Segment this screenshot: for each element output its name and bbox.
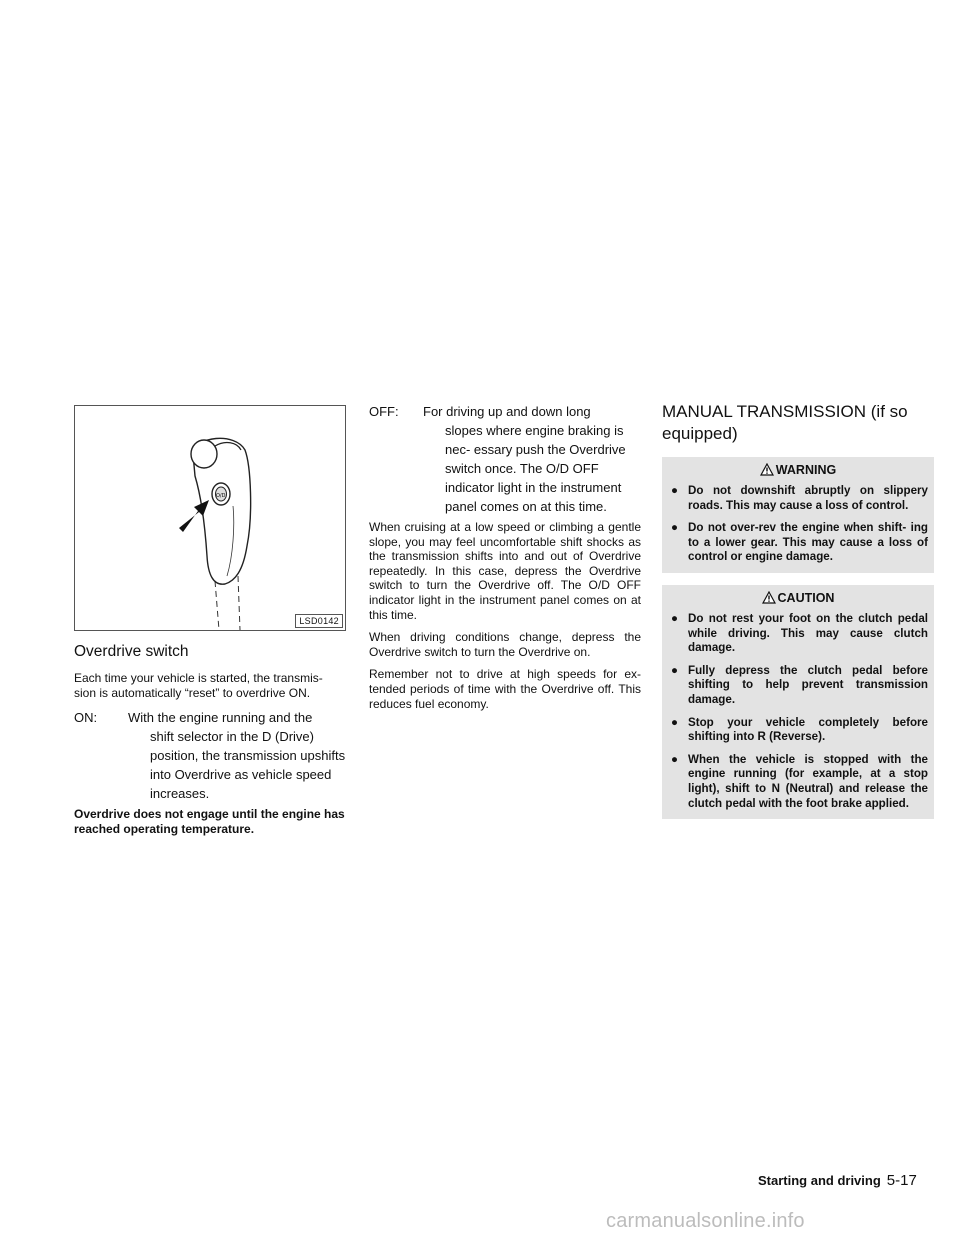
fuel-economy-paragraph: Remember not to drive at high speeds for ex- tended periods of time with the Overdrive off. This reduces fuel economy. <box>369 667 641 711</box>
caution-header <box>668 591 928 605</box>
page-footer <box>758 1172 917 1189</box>
svg-text:O/D: O/D <box>216 493 226 499</box>
footer-section-name: Starting and driving <box>758 1173 881 1188</box>
list-item <box>668 753 928 811</box>
shift-knob-illustration <box>75 406 345 630</box>
list-item <box>668 716 928 745</box>
off-definition <box>369 402 641 516</box>
section-title-overdrive-switch: Overdrive switch <box>74 643 189 660</box>
off-value-rest: slopes where engine braking is nec- essary push the Overdrive switch once. The O/D OFF indicator light in the instrument panel comes on at this time. <box>445 423 626 514</box>
list-item <box>668 484 928 513</box>
list-item-text: Do not downshift abruptly on slippery roads. This may cause a loss of control. <box>688 484 928 512</box>
list-item <box>668 664 928 708</box>
middle-column <box>369 405 641 719</box>
manual-transmission-heading: MANUAL TRANSMISSION (if so equipped) <box>662 402 908 443</box>
on-value-line1: With the engine running and the <box>128 710 313 726</box>
list-item-text: When the vehicle is stopped with the engine running (for example, at a stop light), shift to N (Neutral) and release the clutch pedal with the foot brake applied. <box>688 752 928 810</box>
caution-triangle-icon <box>762 591 776 604</box>
list-item <box>668 612 928 656</box>
left-column <box>74 405 346 844</box>
on-definition <box>74 708 346 803</box>
list-item-text: Stop your vehicle completely before shifting into R (Reverse). <box>688 715 928 744</box>
bullet-icon: ● <box>671 663 679 677</box>
warning-triangle-icon <box>760 463 774 476</box>
bullet-icon: ● <box>671 484 679 497</box>
figure-id-label: LSD0142 <box>295 614 343 628</box>
operating-temperature-note: Overdrive does not engage until the engine has reached operating temperature. <box>74 807 345 836</box>
list-item-text: Do not rest your foot on the clutch pedal while driving. This may cause clutch damage. <box>688 611 928 655</box>
watermark: carmanualsonline.info <box>606 1210 805 1232</box>
list-item-text: Fully depress the clutch pedal before shifting to help prevent transmission damage. <box>688 663 928 706</box>
bullet-icon: ● <box>671 715 679 729</box>
list-item-text: Do not over-rev the engine when shift- ing to a lower gear. This may cause a loss of control or engine damage. <box>688 521 928 564</box>
bullet-icon: ● <box>671 521 679 535</box>
cruising-paragraph: When cruising at a low speed or climbing a gentle slope, you may feel uncomfortable shift shocks as the transmission shifts into and out of Overdrive repeatedly. In this case, depress the Overdrive switch to turn the Overdrive off. The O/D OFF indicator light in the instrument panel comes on at this time. <box>369 520 641 622</box>
warning-title: WARNING <box>775 463 837 477</box>
on-value <box>128 708 346 803</box>
off-value-line1: For driving up and down long <box>423 404 591 419</box>
right-column <box>662 402 934 831</box>
off-key: OFF: <box>369 404 399 419</box>
page-number: 5-17 <box>886 1172 917 1189</box>
bullet-icon: ● <box>671 752 679 766</box>
caution-box <box>662 585 934 819</box>
caution-list <box>668 612 928 811</box>
warning-list <box>668 484 928 565</box>
shift-lever-figure <box>74 405 346 631</box>
bullet-icon: ● <box>671 611 679 625</box>
on-value-rest: shift selector in the D (Drive) position, the transmission upshifts into Overdrive as vehicle speed increases. <box>150 729 346 802</box>
off-value <box>423 402 641 516</box>
on-key: ON: <box>74 710 98 726</box>
caution-title: CAUTION <box>777 590 835 605</box>
list-item <box>668 521 928 565</box>
intro-paragraph: Each time your vehicle is started, the transmis- sion is automatically “reset” to overdrive ON. <box>74 671 323 700</box>
conditions-change-paragraph: When driving conditions change, depress the Overdrive switch to turn the Overdrive on. <box>369 630 641 659</box>
warning-header <box>668 463 928 477</box>
warning-box <box>662 457 934 573</box>
